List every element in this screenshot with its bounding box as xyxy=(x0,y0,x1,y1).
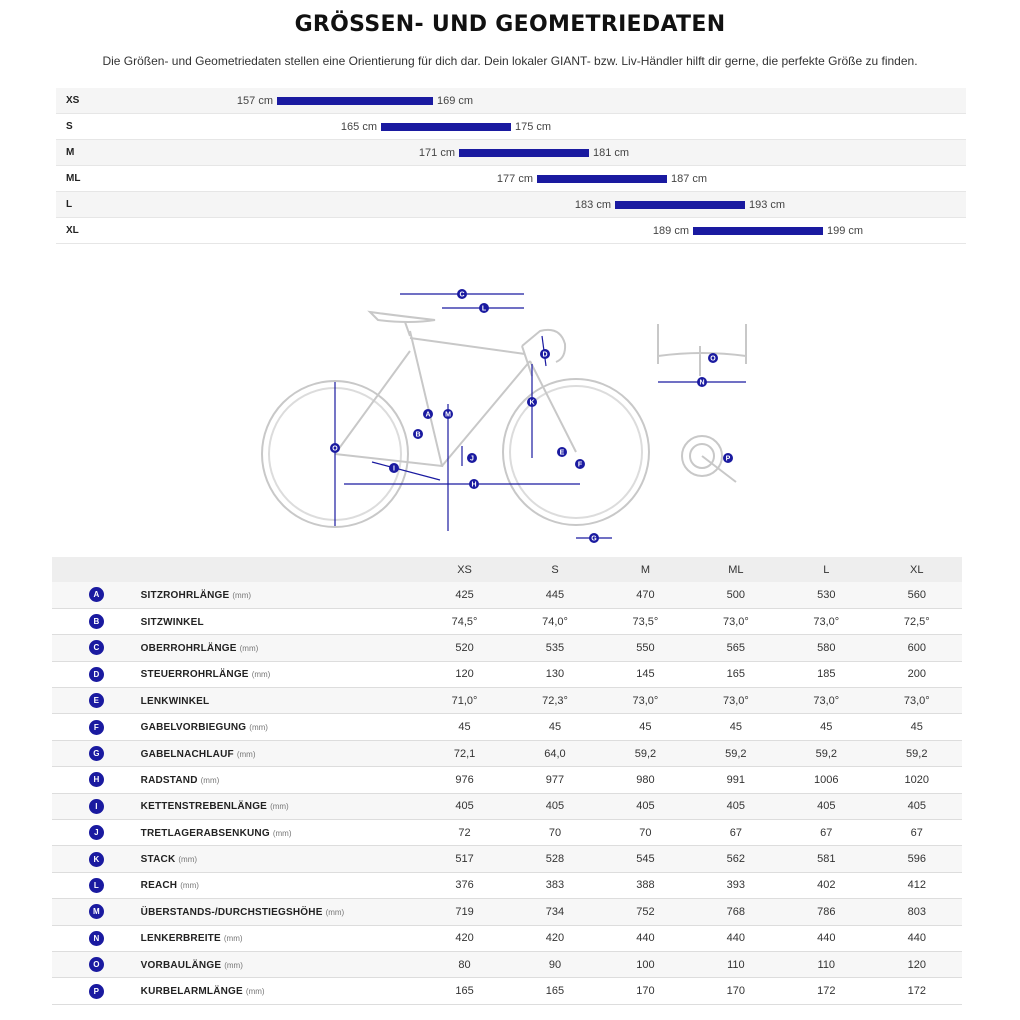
svg-text:L: L xyxy=(481,305,487,313)
geometry-value: 120 xyxy=(419,661,509,687)
parameter-name: OBERROHRLÄNGE xyxy=(140,642,237,654)
size-range-bar xyxy=(381,123,511,131)
geometry-value: 130 xyxy=(510,661,600,687)
size-label: S xyxy=(66,121,73,132)
geometry-row xyxy=(52,608,962,634)
geometry-value: 64,0 xyxy=(510,740,600,766)
geometry-row xyxy=(52,846,962,872)
geometry-value: 440 xyxy=(781,925,871,951)
geometry-value: 172 xyxy=(781,978,871,1004)
svg-text:A: A xyxy=(425,411,431,419)
geometry-value: 165 xyxy=(691,661,781,687)
geometry-value: 545 xyxy=(600,846,690,872)
geometry-row xyxy=(52,661,962,687)
parameter-unit: (mm) xyxy=(236,749,256,759)
diagram-label-m xyxy=(443,409,453,419)
geometry-row xyxy=(52,872,962,898)
geometry-value: 145 xyxy=(600,661,690,687)
geometry-row xyxy=(52,714,962,740)
svg-text:B: B xyxy=(415,431,421,439)
diagram-label-f xyxy=(575,459,585,469)
geometry-value: 100 xyxy=(600,951,690,977)
parameter-name: REACH xyxy=(140,880,178,892)
col-header: ML xyxy=(691,557,781,582)
geometry-value: 165 xyxy=(510,978,600,1004)
geometry-value: 535 xyxy=(510,635,600,661)
geometry-value: 67 xyxy=(872,820,962,846)
geometry-value: 530 xyxy=(781,582,871,608)
geometry-row xyxy=(52,740,962,766)
diagram-label-n xyxy=(697,377,707,387)
parameter-unit: (mm) xyxy=(325,907,345,917)
geometry-value: 72,5° xyxy=(872,608,962,634)
geometry-value: 405 xyxy=(510,793,600,819)
svg-text:O: O xyxy=(710,355,716,363)
parameter-unit: (mm) xyxy=(249,723,268,733)
parameter-key-badge: D xyxy=(89,667,104,682)
geometry-value: 1020 xyxy=(872,767,962,793)
geometry-value: 580 xyxy=(781,635,871,661)
geometry-row xyxy=(52,582,962,608)
geometry-value: 67 xyxy=(691,820,781,846)
geometry-value: 45 xyxy=(510,714,600,740)
diagram-label-o2 xyxy=(708,353,718,363)
parameter-unit: (mm) xyxy=(245,987,265,997)
col-header: XS xyxy=(419,557,509,582)
geometry-value: 980 xyxy=(600,767,690,793)
geometry-value: 70 xyxy=(600,820,690,846)
size-label: M xyxy=(66,147,75,158)
parameter-name: SITZROHRLÄNGE xyxy=(140,589,230,601)
parameter-key-badge: G xyxy=(89,746,104,761)
geometry-value: 550 xyxy=(600,635,690,661)
geometry-value: 73,0° xyxy=(691,688,781,714)
size-max-label: 193 cm xyxy=(749,199,786,211)
diagram-label-k xyxy=(527,397,537,407)
parameter-unit: (mm) xyxy=(178,855,198,865)
handlebar-front xyxy=(658,324,746,376)
geometry-value: 440 xyxy=(600,925,690,951)
svg-text:H: H xyxy=(471,481,477,489)
parameter-key-badge: O xyxy=(89,957,104,972)
geometry-value: 440 xyxy=(872,925,962,951)
parameter-key-badge: C xyxy=(89,640,104,655)
svg-text:O: O xyxy=(332,445,338,453)
geometry-value: 565 xyxy=(691,635,781,661)
geometry-value: 977 xyxy=(510,767,600,793)
parameter-name: ÜBERSTANDS-/DURCHSTIEGSHÖHE xyxy=(140,906,323,918)
svg-text:E: E xyxy=(559,449,565,457)
parameter-unit: (mm) xyxy=(251,670,271,680)
geometry-value: 73,5° xyxy=(600,608,690,634)
svg-text:M: M xyxy=(445,411,451,419)
geometry-value: 596 xyxy=(872,846,962,872)
size-max-label: 181 cm xyxy=(593,147,630,159)
geometry-value: 172 xyxy=(872,978,962,1004)
diagram-label-d xyxy=(540,349,550,359)
size-range-bar xyxy=(615,201,745,209)
geometry-value: 110 xyxy=(781,951,871,977)
geometry-value: 420 xyxy=(510,925,600,951)
svg-text:I: I xyxy=(393,465,395,473)
geometry-value: 719 xyxy=(419,899,509,925)
parameter-unit: (mm) xyxy=(200,775,220,785)
geometry-value: 405 xyxy=(691,793,781,819)
diagram-label-p xyxy=(723,453,733,463)
geometry-value: 73,0° xyxy=(781,688,871,714)
geometry-value: 120 xyxy=(872,951,962,977)
parameter-key-badge: J xyxy=(89,825,104,840)
size-row xyxy=(56,88,966,114)
geometry-value: 45 xyxy=(781,714,871,740)
geometry-value: 59,2 xyxy=(781,740,871,766)
parameter-key-badge: A xyxy=(89,587,104,602)
geometry-value: 72,3° xyxy=(510,688,600,714)
geometry-value: 402 xyxy=(781,872,871,898)
size-min-label: 177 cm xyxy=(496,173,533,185)
size-label: L xyxy=(66,199,73,210)
size-range-bar xyxy=(693,227,823,235)
svg-text:F: F xyxy=(577,461,583,469)
geometry-value: 72,1 xyxy=(419,740,509,766)
geometry-value: 528 xyxy=(510,846,600,872)
geometry-value: 734 xyxy=(510,899,600,925)
geometry-row xyxy=(52,899,962,925)
geometry-row xyxy=(52,635,962,661)
size-min-label: 171 cm xyxy=(418,147,455,159)
size-row xyxy=(56,192,966,218)
bike-geometry-diagram xyxy=(260,276,780,548)
geometry-value: 581 xyxy=(781,846,871,872)
geometry-value: 74,5° xyxy=(419,608,509,634)
size-chart xyxy=(56,88,966,244)
parameter-name: STACK xyxy=(140,854,176,866)
geometry-value: 73,0° xyxy=(872,688,962,714)
geometry-table xyxy=(52,557,962,1005)
diagram-label-a xyxy=(423,409,433,419)
geometry-value: 405 xyxy=(872,793,962,819)
diagram-label-c xyxy=(457,289,467,299)
geometry-value: 170 xyxy=(691,978,781,1004)
geometry-value: 393 xyxy=(691,872,781,898)
parameter-name: RADSTAND xyxy=(140,774,198,786)
diagram-label-i xyxy=(389,463,399,473)
size-label: XL xyxy=(66,225,79,236)
geometry-value: 110 xyxy=(691,951,781,977)
geometry-row xyxy=(52,925,962,951)
svg-text:P: P xyxy=(725,455,731,463)
parameter-key-badge: K xyxy=(89,852,104,867)
geometry-value: 445 xyxy=(510,582,600,608)
geometry-value: 73,0° xyxy=(600,688,690,714)
size-row xyxy=(56,218,966,244)
parameter-key-badge: H xyxy=(89,772,104,787)
geometry-value: 59,2 xyxy=(691,740,781,766)
geometry-value: 405 xyxy=(419,793,509,819)
size-max-label: 175 cm xyxy=(515,121,552,133)
parameter-unit: (mm) xyxy=(180,881,199,891)
parameter-unit: (mm) xyxy=(223,934,243,944)
parameter-name: SITZWINKEL xyxy=(140,616,204,628)
geometry-row xyxy=(52,820,962,846)
geometry-value: 71,0° xyxy=(419,688,509,714)
geometry-value: 200 xyxy=(872,661,962,687)
diagram-label-e xyxy=(557,447,567,457)
diagram-label-j xyxy=(467,453,477,463)
seatpost xyxy=(405,322,410,336)
geometry-value: 170 xyxy=(600,978,690,1004)
svg-text:G: G xyxy=(591,535,597,543)
parameter-key-badge: E xyxy=(89,693,104,708)
geometry-value: 72 xyxy=(419,820,509,846)
col-header: S xyxy=(510,557,600,582)
geometry-value: 383 xyxy=(510,872,600,898)
diagram-label-l xyxy=(479,303,489,313)
parameter-key-badge: M xyxy=(89,904,104,919)
geometry-row xyxy=(52,688,962,714)
geometry-value: 768 xyxy=(691,899,781,925)
geometry-value: 59,2 xyxy=(872,740,962,766)
geometry-value: 45 xyxy=(872,714,962,740)
saddle xyxy=(370,312,435,322)
size-range-bar xyxy=(459,149,589,157)
svg-text:N: N xyxy=(699,379,705,387)
parameter-name: LENKERBREITE xyxy=(140,933,221,945)
geometry-value: 425 xyxy=(419,582,509,608)
geometry-value: 45 xyxy=(419,714,509,740)
parameter-name: STEUERROHRLÄNGE xyxy=(140,669,249,681)
geometry-value: 74,0° xyxy=(510,608,600,634)
geometry-value: 1006 xyxy=(781,767,871,793)
geometry-value: 752 xyxy=(600,899,690,925)
parameter-key-badge: N xyxy=(89,931,104,946)
geometry-value: 165 xyxy=(419,978,509,1004)
geometry-value: 991 xyxy=(691,767,781,793)
geometry-value: 803 xyxy=(872,899,962,925)
parameter-unit: (mm) xyxy=(272,828,292,838)
parameter-name: GABELVORBIEGUNG xyxy=(140,722,247,734)
diagram-label-b xyxy=(413,429,423,439)
size-min-label: 189 cm xyxy=(652,225,689,237)
size-range-bar xyxy=(537,175,667,183)
size-label: XS xyxy=(66,95,80,106)
geometry-value: 520 xyxy=(419,635,509,661)
size-row xyxy=(56,140,966,166)
geometry-value: 405 xyxy=(600,793,690,819)
col-header: L xyxy=(781,557,871,582)
geometry-value: 388 xyxy=(600,872,690,898)
svg-text:K: K xyxy=(529,399,535,407)
size-min-label: 157 cm xyxy=(236,95,273,107)
geometry-value: 500 xyxy=(691,582,781,608)
size-row xyxy=(56,166,966,192)
page-title: GRÖSSEN- UND GEOMETRIEDATEN xyxy=(294,12,726,37)
geometry-value: 976 xyxy=(419,767,509,793)
col-header: M xyxy=(600,557,690,582)
size-min-label: 165 cm xyxy=(340,121,377,133)
geometry-value: 786 xyxy=(781,899,871,925)
parameter-name: GABELNACHLAUF xyxy=(140,748,234,760)
size-min-label: 183 cm xyxy=(574,199,611,211)
svg-text:J: J xyxy=(470,455,474,463)
size-max-label: 199 cm xyxy=(827,225,864,237)
geometry-value: 440 xyxy=(691,925,781,951)
geometry-value: 470 xyxy=(600,582,690,608)
parameter-key-badge: F xyxy=(89,720,104,735)
geometry-value: 420 xyxy=(419,925,509,951)
geometry-value: 70 xyxy=(510,820,600,846)
geometry-row xyxy=(52,767,962,793)
diagram-label-o xyxy=(330,443,340,453)
geometry-value: 600 xyxy=(872,635,962,661)
geometry-value: 405 xyxy=(781,793,871,819)
parameter-name: KETTENSTREBENLÄNGE xyxy=(140,801,268,813)
geometry-header-row xyxy=(52,557,962,582)
geometry-value: 45 xyxy=(600,714,690,740)
geometry-row xyxy=(52,978,962,1004)
geometry-value: 562 xyxy=(691,846,781,872)
parameter-name: VORBAULÄNGE xyxy=(140,959,222,971)
parameter-unit: (mm) xyxy=(239,643,259,653)
geometry-value: 376 xyxy=(419,872,509,898)
parameter-name: LENKWINKEL xyxy=(140,695,210,707)
geometry-value: 90 xyxy=(510,951,600,977)
size-max-label: 187 cm xyxy=(671,173,708,185)
geometry-value: 45 xyxy=(691,714,781,740)
parameter-key-badge: L xyxy=(89,878,104,893)
page-subtitle: Die Größen- und Geometriedaten stellen eine Orientierung für dich dar. Dein lokaler GIANT- bzw. Liv-Händler hilft dir gerne, die perfekte Größe zu finden. xyxy=(102,54,918,68)
svg-text:D: D xyxy=(542,351,548,359)
geometry-value: 185 xyxy=(781,661,871,687)
geometry-value: 73,0° xyxy=(691,608,781,634)
geometry-value: 517 xyxy=(419,846,509,872)
col-header: XL xyxy=(872,557,962,582)
diagram-label-h xyxy=(469,479,479,489)
size-label: ML xyxy=(66,173,81,184)
parameter-unit: (mm) xyxy=(270,802,289,812)
geometry-row xyxy=(52,793,962,819)
geometry-row xyxy=(52,951,962,977)
geometry-value: 59,2 xyxy=(600,740,690,766)
parameter-key-badge: I xyxy=(89,799,104,814)
geometry-value: 80 xyxy=(419,951,509,977)
geometry-value: 67 xyxy=(781,820,871,846)
parameter-unit: (mm) xyxy=(232,590,252,600)
parameter-name: TRETLAGERABSENKUNG xyxy=(140,827,270,839)
parameter-key-badge: P xyxy=(89,984,104,999)
parameter-name: KURBELARMLÄNGE xyxy=(140,986,243,998)
geometry-value: 560 xyxy=(872,582,962,608)
parameter-key-badge: B xyxy=(89,614,104,629)
size-row xyxy=(56,114,966,140)
size-range-bar xyxy=(277,97,433,105)
size-max-label: 169 cm xyxy=(437,95,474,107)
parameter-unit: (mm) xyxy=(224,960,243,970)
geometry-value: 73,0° xyxy=(781,608,871,634)
geometry-value: 412 xyxy=(872,872,962,898)
diagram-label-g xyxy=(589,533,599,543)
svg-text:C: C xyxy=(459,291,465,299)
